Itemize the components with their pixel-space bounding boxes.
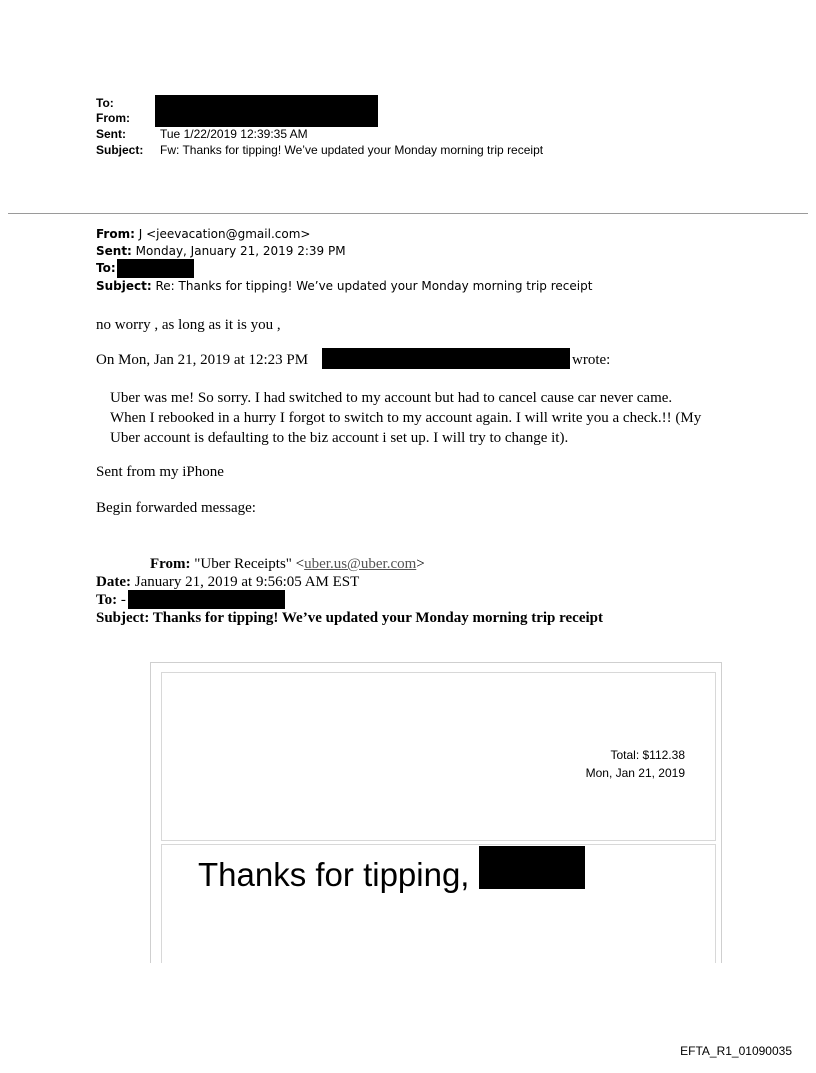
fw-to-label: To:	[96, 592, 118, 608]
from-label: From:	[96, 111, 130, 125]
reply-to-line	[96, 261, 116, 276]
fw-date-label: Date:	[96, 574, 131, 590]
receipt-date: Mon, Jan 21, 2019	[585, 766, 685, 780]
quoted-message: Uber was me! So sorry. I had switched to my account but had to cancel cause car never came. When I rebooked in a hurry I forgot to switch to my account again. I will write you a check.!! (My Uber account is defaulting to the biz account i set up. I will try to change it).	[110, 390, 702, 446]
redaction-quote-sender	[322, 348, 570, 369]
redaction-greeting-name	[479, 846, 585, 889]
redaction-reply-to	[117, 259, 194, 278]
fw-to-line	[96, 591, 126, 609]
redaction-fw-to	[128, 590, 285, 609]
quote-intro-suffix: wrote:	[572, 352, 611, 368]
receipt-summary-panel	[161, 672, 716, 841]
fw-from-line	[150, 555, 425, 573]
fw-date-line	[96, 573, 359, 591]
to-label: To:	[96, 96, 114, 110]
header-divider	[8, 213, 808, 214]
sent-label: Sent:	[96, 127, 126, 141]
redaction-to-from	[155, 95, 378, 127]
document-id: EFTA_R1_01090035	[680, 1044, 792, 1058]
fw-from-name: "Uber Receipts" <	[190, 556, 305, 572]
fw-from-email-link[interactable]: uber.us@uber.com	[304, 556, 417, 572]
reply-from-label: From:	[96, 227, 135, 241]
subject-label: Subject:	[96, 143, 144, 157]
reply-body: no worry , as long as it is you ,	[96, 317, 281, 333]
subject-value: Fw: Thanks for tipping! We’ve updated your Monday morning trip receipt	[160, 143, 544, 157]
sent-value: Tue 1/22/2019 12:39:35 AM	[160, 127, 308, 141]
reply-from-value: J <jeevacation@gmail.com>	[134, 227, 311, 241]
fw-subject-value: Thanks for tipping! We’ve updated your Monday morning trip receipt	[149, 610, 603, 626]
reply-subject-label: Subject:	[96, 279, 152, 293]
quote-intro-prefix: On Mon, Jan 21, 2019 at 12:23 PM	[96, 352, 309, 368]
reply-to-label: To:	[96, 261, 116, 275]
fw-date-value: January 21, 2019 at 9:56:05 AM EST	[130, 574, 360, 590]
reply-subject-line	[96, 279, 592, 294]
fw-subject-line	[96, 609, 603, 627]
reply-sent-value: Monday, January 21, 2019 2:39 PM	[131, 244, 346, 258]
fw-to-prefix: -	[117, 592, 126, 608]
receipt-total-block	[586, 746, 685, 782]
receipt-total: Total: $112.38	[610, 748, 685, 762]
reply-sent-line	[96, 244, 346, 259]
signature: Sent from my iPhone	[96, 464, 224, 480]
forward-note: Begin forwarded message:	[96, 500, 256, 516]
reply-from-line	[96, 227, 310, 242]
receipt-greeting-panel	[161, 844, 716, 963]
receipt-greeting: Thanks for tipping,	[198, 856, 470, 893]
reply-subject-value: Re: Thanks for tipping! We’ve updated your Monday morning trip receipt	[151, 279, 593, 293]
reply-sent-label: Sent:	[96, 244, 132, 258]
fw-subject-label: Subject:	[96, 610, 150, 626]
fw-from-close: >	[416, 556, 425, 572]
fw-from-label: From:	[150, 556, 191, 572]
